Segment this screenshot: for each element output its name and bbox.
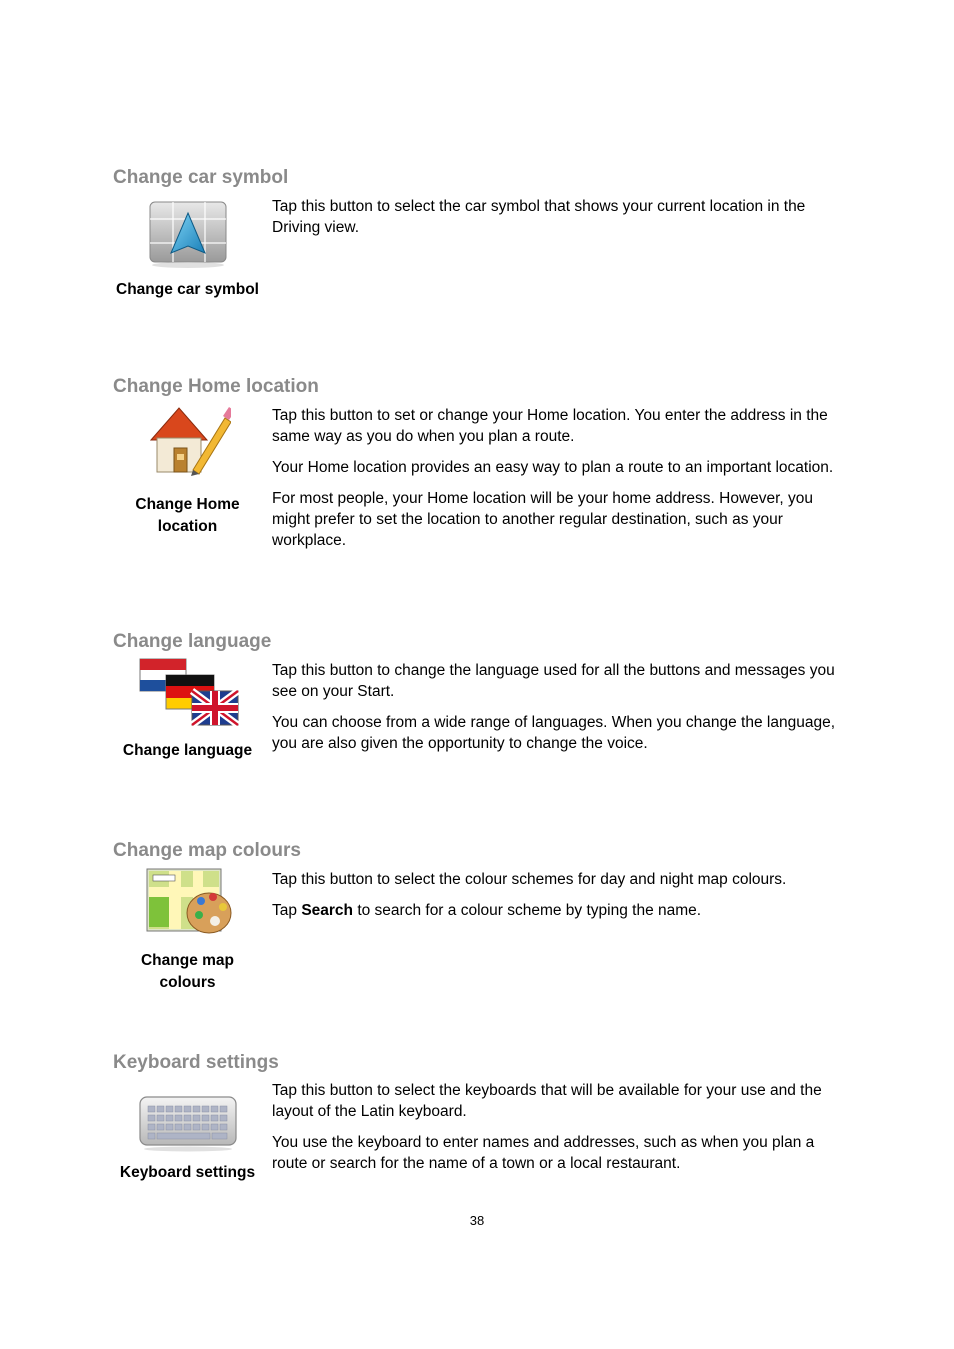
description bbox=[272, 405, 837, 561]
car-symbol-icon bbox=[133, 199, 243, 269]
button-label: Keyboard settings bbox=[119, 1164, 256, 1181]
description bbox=[272, 660, 837, 764]
flags-icon bbox=[133, 657, 243, 727]
section-title: Keyboard settings bbox=[113, 1052, 279, 1073]
paragraph: Tap this button to set or change your Home location. You enter the address in the same way as you do when you plan a route. bbox=[272, 407, 828, 445]
search-paragraph bbox=[272, 900, 837, 921]
section-title: Change Home location bbox=[113, 376, 319, 397]
paragraph: Tap this button to change the language used for all the buttons and messages you see on your Start. bbox=[272, 662, 835, 700]
button-label: Change language bbox=[122, 742, 253, 759]
search-term: Search bbox=[301, 902, 354, 919]
keyboard-icon bbox=[133, 1094, 243, 1156]
section-title: Change car symbol bbox=[113, 167, 289, 188]
page-number: 38 bbox=[469, 1213, 485, 1228]
search-prefix: Tap bbox=[272, 902, 302, 919]
description bbox=[272, 869, 837, 931]
section-title: Change language bbox=[113, 631, 272, 652]
change-language-button[interactable] bbox=[113, 657, 262, 762]
paragraph: You use the keyboard to enter names and addresses, such as when you plan a route or search for the name of a town or a local restaurant. bbox=[272, 1134, 815, 1172]
change-map-colours-button[interactable] bbox=[113, 867, 262, 994]
keyboard-settings-button[interactable] bbox=[113, 1094, 262, 1184]
map-palette-icon bbox=[133, 867, 243, 937]
change-car-symbol-button[interactable] bbox=[113, 199, 262, 301]
change-home-location-button[interactable] bbox=[113, 404, 262, 538]
button-label: Change map colours bbox=[140, 952, 234, 991]
home-pencil-icon bbox=[133, 404, 243, 474]
paragraph: Tap this button to select the keyboards that will be available for your use and the layout of the Latin keyboard. bbox=[272, 1082, 822, 1120]
description bbox=[272, 196, 837, 248]
button-label: Change car symbol bbox=[116, 281, 259, 298]
paragraph: Tap this button to select the car symbol that shows your current location in the Driving view. bbox=[272, 198, 806, 236]
paragraph: For most people, your Home location will be your home address. However, you might prefer to set the location to another regular destination, such as your workplace. bbox=[272, 490, 814, 549]
section-title: Change map colours bbox=[113, 840, 301, 861]
button-label: Change Home location bbox=[135, 496, 240, 535]
paragraph: Tap this button to select the colour schemes for day and night map colours. bbox=[272, 871, 787, 888]
paragraph: Your Home location provides an easy way to plan a route to an important location. bbox=[272, 459, 834, 476]
paragraph: You can choose from a wide range of languages. When you change the language, you are also given the opportunity to change the voice. bbox=[272, 714, 835, 752]
search-suffix: to search for a colour scheme by typing the name. bbox=[353, 902, 702, 919]
description bbox=[272, 1080, 837, 1184]
